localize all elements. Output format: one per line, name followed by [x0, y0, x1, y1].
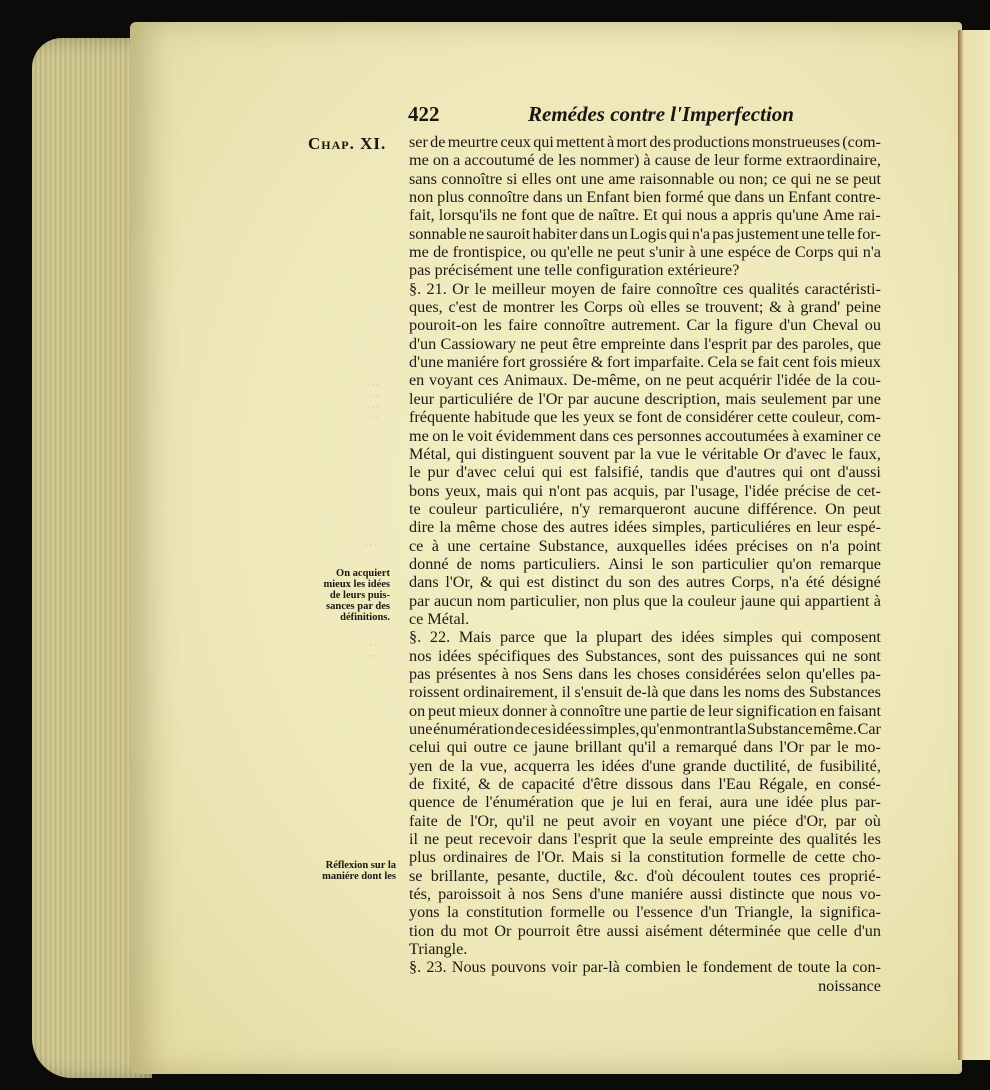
text-line: nos idées spécifiques des Substances, sont des puissances qui ne sont [409, 646, 881, 665]
text-line: par aucun nom particulier, non plus que la couleur jaune qui appartient à [409, 591, 881, 610]
side-note-line: Réflexion sur la [325, 860, 396, 871]
text-line: on peut mieux donner à connoître une partie de leur signification en faisant [409, 701, 881, 720]
running-head [408, 102, 908, 127]
text-line: §. 21. Or le meilleur moyen de faire connoître ces qualités caractéristi- [409, 279, 881, 298]
text-line: plus ordinaires de l'Or. Mais si la constitution formelle de cette cho- [409, 848, 881, 867]
text-line: me on a accoutumé de les nommer) à cause de leur forme extraordinaire, [409, 151, 881, 170]
text-line: ce Métal. [409, 609, 470, 628]
text-line: tés, paroissoit à nos Sens d'une maniére aussi distincte que nous vo- [409, 885, 881, 904]
text-line: me de frontispice, ou qu'elle ne peut s'unir à une espéce de Corps qui n'a [409, 243, 881, 262]
text-line: yons la constitution formelle ou l'essence d'un Triangle, la significa- [409, 903, 881, 922]
bleed-through-text: · · · [364, 540, 376, 550]
side-note-line: On acquiert [336, 568, 390, 579]
text-line: me on le voit évidemment dans ces personnes accoutumées à examiner ce [409, 426, 881, 445]
facing-page-edge [958, 30, 990, 1060]
text-line: pas présentes à nos Sens dans les choses considérées selon qu'elles pa- [409, 664, 881, 683]
text-line: dans l'Or, & qui est distinct du son des autres Corps, n'a été désigné [409, 573, 881, 592]
text-line: ques, c'est de montrer les Corps où elles se trouvent; & à grand' peine [409, 298, 881, 317]
bleed-through-text: · · · · · · [364, 640, 376, 661]
text-line: donné de noms particuliers. Ainsi le son particulier qu'on remarque [409, 554, 881, 573]
text-line: faite de l'Or, qu'il ne peut avoir en voyant une piéce d'Or, par où [409, 811, 881, 830]
side-note-line: de leurs puis- [329, 590, 390, 601]
text-line: le pur d'avec celui qui est falsifié, tandis que d'autres qui ont d'aussi [409, 463, 881, 482]
text-line: §. 23. Nous pouvons voir par-là combien le fondement de toute la con- [409, 958, 881, 977]
chapter-label: Chap. XI. [308, 134, 387, 153]
running-title: Remédes contre l'Imperfection [528, 102, 794, 126]
text-line: yen de la vue, acquerra les idées d'une grande ductilité, de fusibilité, [409, 756, 881, 775]
text-line: ser de meurtre ceux qui mettent à mort des productions monstrueuses (com- [409, 133, 881, 151]
text-line: Métal, qui distinguent souvent par la vue le véritable Or d'avec le faux, [409, 444, 881, 463]
text-line: te couleur particuliére, n'y remarqueront aucune différence. On peut [409, 499, 881, 518]
text-line: fait, lorsqu'ils ne font que de naître. Et qui nous a appris qu'une Ame rai- [409, 206, 881, 225]
text-line: sans connoître si elles ont une ame raisonnable ou non; ce qui ne se peut [409, 169, 881, 188]
text-line: en voyant ces Animaux. De-même, on ne peut acquérir l'idée de la cou- [409, 371, 881, 390]
side-note-definitions [304, 568, 390, 623]
text-line: leur particuliére de l'Or par aucune description, mais seulement par une [409, 389, 881, 408]
text-line: pouroit-on les faire connoître autrement. Car la figure d'un Cheval ou [409, 316, 881, 335]
text-line: fréquente habitude que les yeux se font de considérer cette couleur, com- [409, 408, 881, 427]
text-line: sonnable ne sauroit habiter dans un Logis qui n'a pas justement une telle for- [409, 224, 881, 243]
side-note-reflexion [310, 860, 396, 882]
text-line: roissent ordinairement, il s'ensuit de-là que dans les noms des Substances [409, 683, 881, 702]
bleed-through-text: · · · · · · · · · · · · [366, 380, 378, 423]
text-line: d'une maniére fort grossiére & fort imparfaite. Cela se fait cent fois mieux [409, 353, 881, 372]
text-line: quence de l'énumération que je lui en ferai, aura une idée plus par- [409, 793, 881, 812]
text-line: bons yeux, mais qui n'ont pas acquis, par l'usage, l'idée précise de cet- [409, 481, 881, 500]
side-note-line: mieux les idées [323, 579, 390, 590]
text-line: il ne peut recevoir dans l'esprit que la seule empreinte des qualités les [409, 830, 881, 849]
page-number: 422 [408, 102, 440, 126]
text-line: de fixité, & de capacité d'être dissous dans l'Eau Régale, en consé- [409, 775, 881, 794]
text-line: ce à une certaine Substance, auxquelles idées précises on n'a point [409, 536, 881, 555]
side-note-line: maniére dont les [322, 871, 396, 882]
text-line: celui qui outre ce jaune brillant qu'il a remarqué dans l'Or par le mo- [409, 738, 881, 757]
text-line: non plus connoître dans un Enfant bien formé que dans un Enfant contre- [409, 188, 881, 207]
text-line: pas précisément une telle configuration extérieure? [409, 261, 740, 280]
text-line: une énumération de ces idées simples, qu'en montrant la Substance même. Car [409, 720, 881, 738]
text-line: d'un Cassiowary ne peut être empreinte dans l'esprit par des paroles, que [409, 334, 881, 353]
body-text [409, 133, 881, 995]
text-line: Triangle. [409, 940, 468, 959]
side-note-line: sances par des [326, 601, 390, 612]
side-note-line: définitions. [340, 612, 390, 623]
text-line: noissance [818, 976, 881, 995]
text-line: dire la même chose des autres idées simples, particuliéres en leur espé- [409, 518, 881, 537]
text-line: §. 22. Mais parce que la plupart des idées simples qui composent [409, 628, 881, 647]
text-line: se brillante, pesante, ductile, &c. d'où découlent toutes ces proprié- [409, 866, 881, 885]
text-line: tion du mot Or pourroit être aussi aisément déterminée que celle d'un [409, 921, 881, 940]
